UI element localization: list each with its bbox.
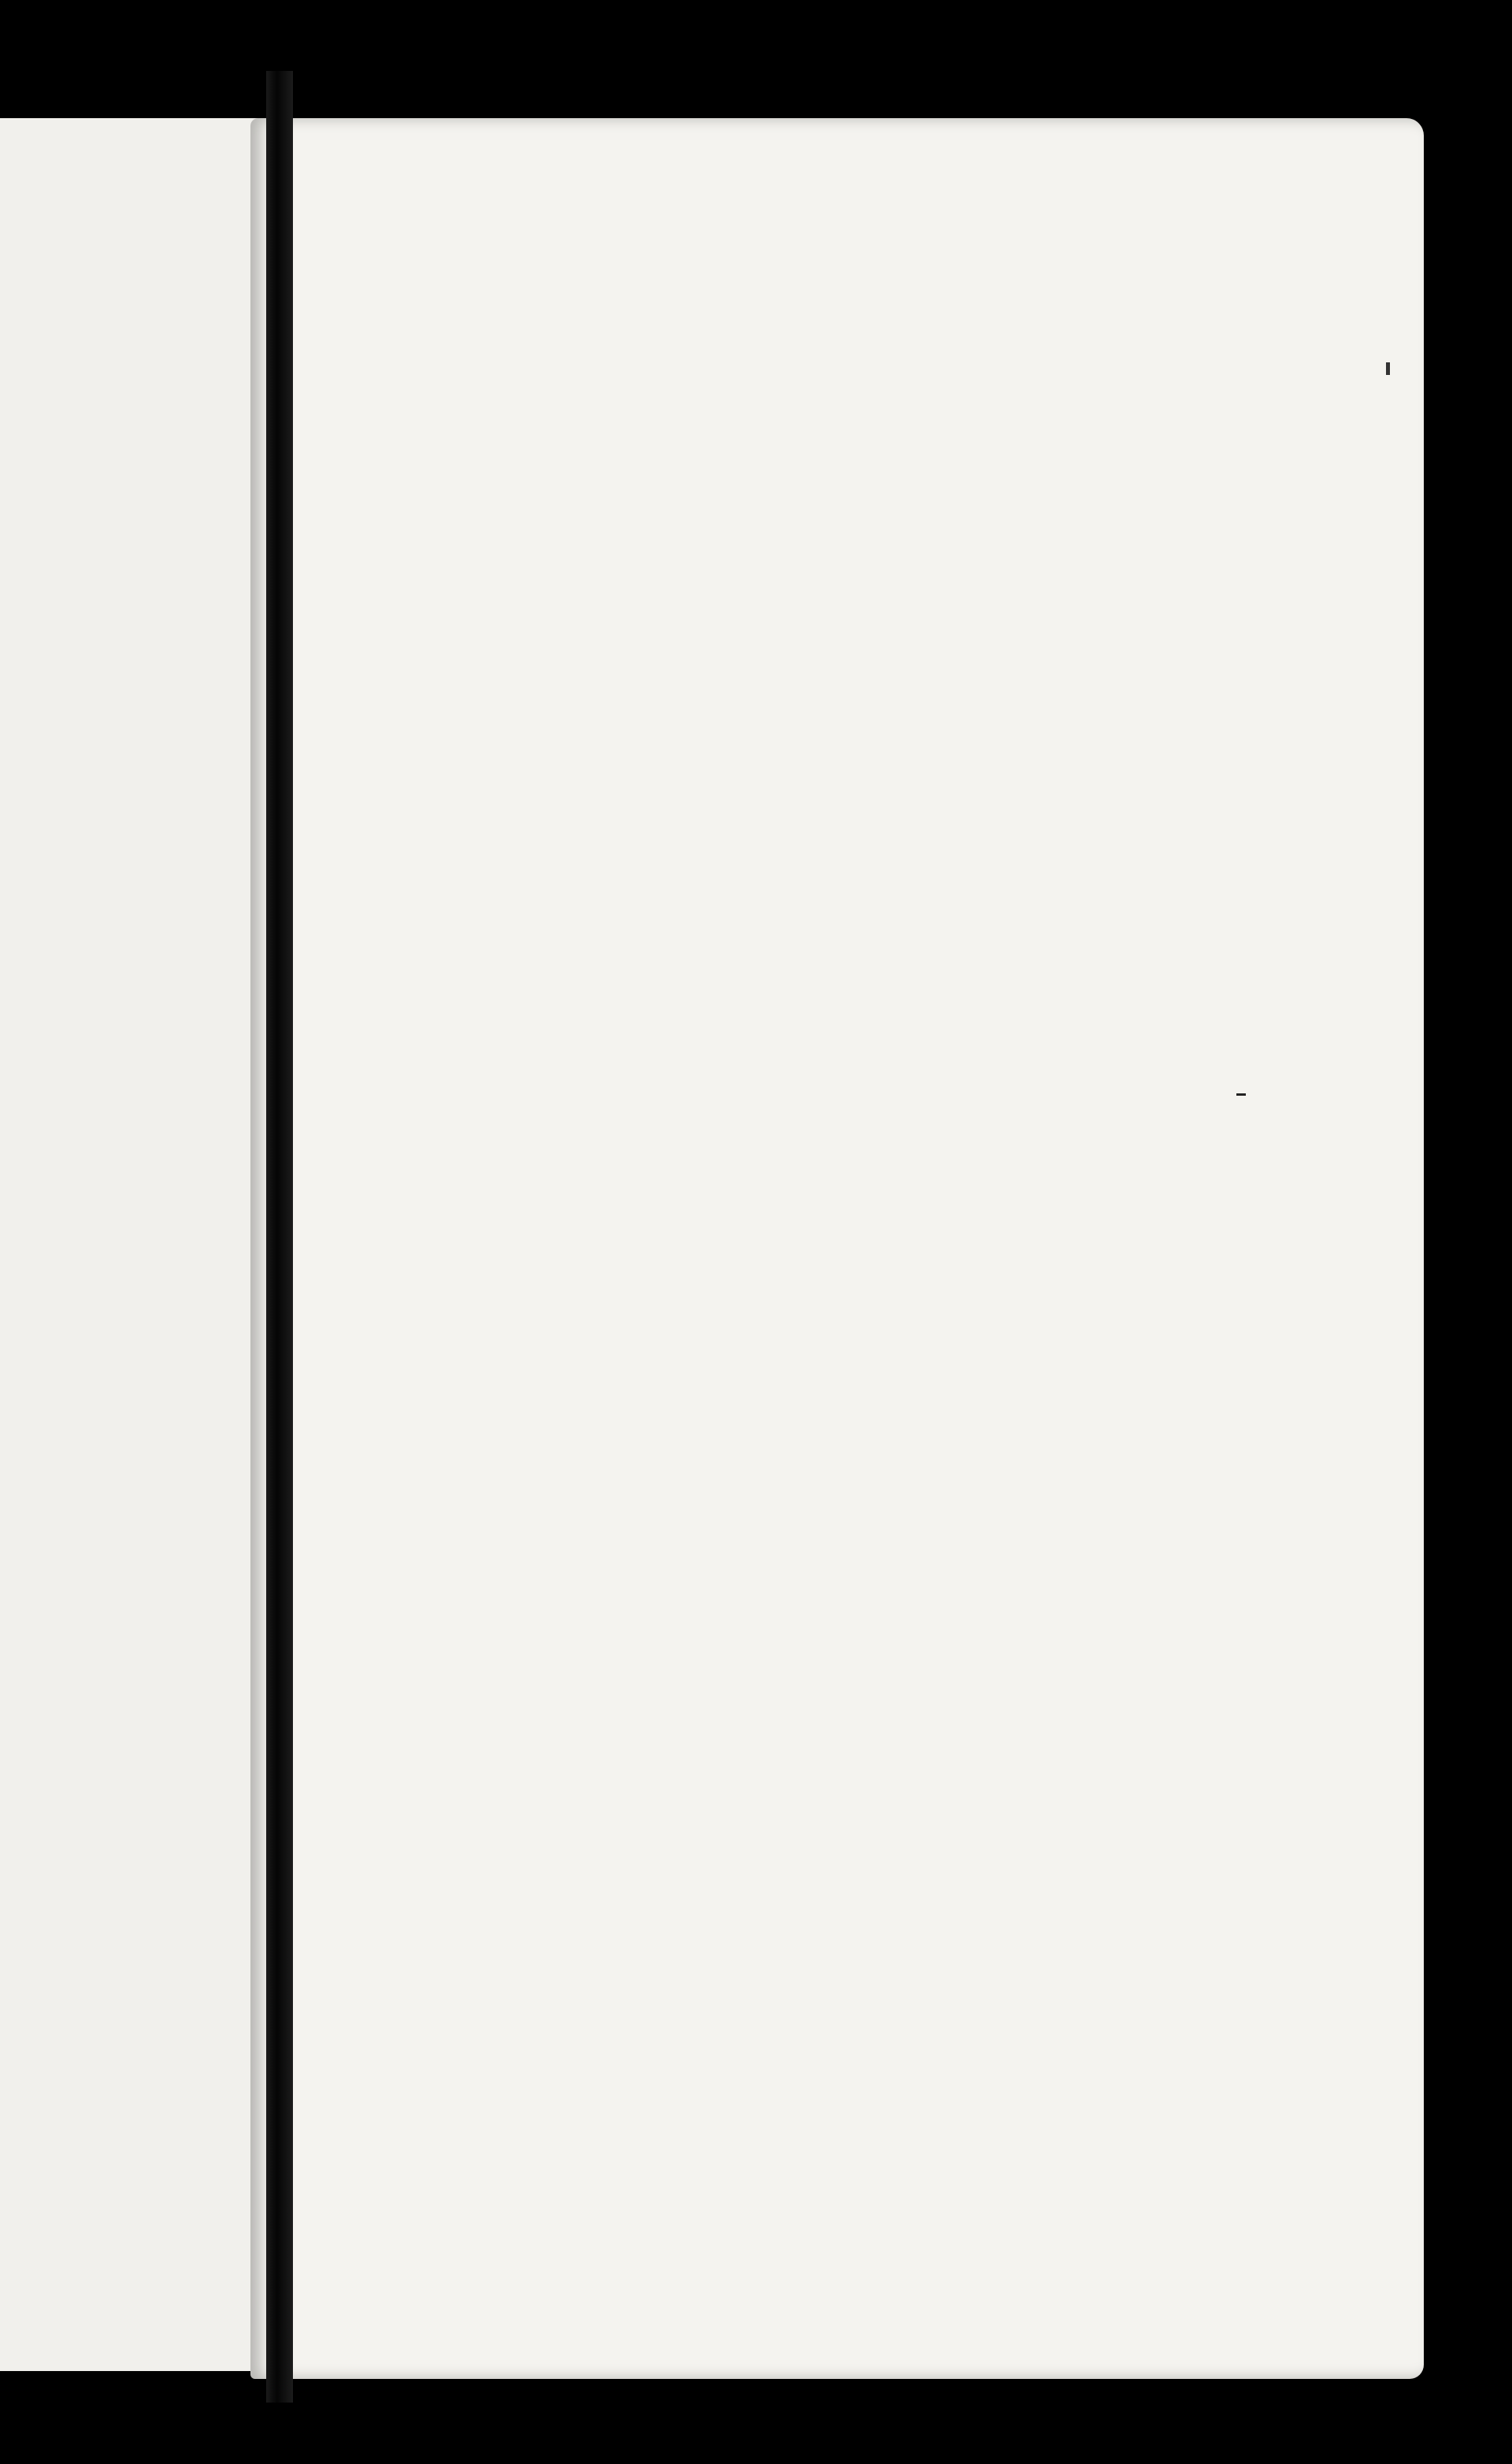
- right-page: [250, 118, 1424, 2379]
- book-gutter: [266, 71, 293, 2403]
- margin-dash: [1236, 1093, 1246, 1096]
- margin-mark: [1386, 362, 1390, 375]
- left-page: [0, 118, 284, 2371]
